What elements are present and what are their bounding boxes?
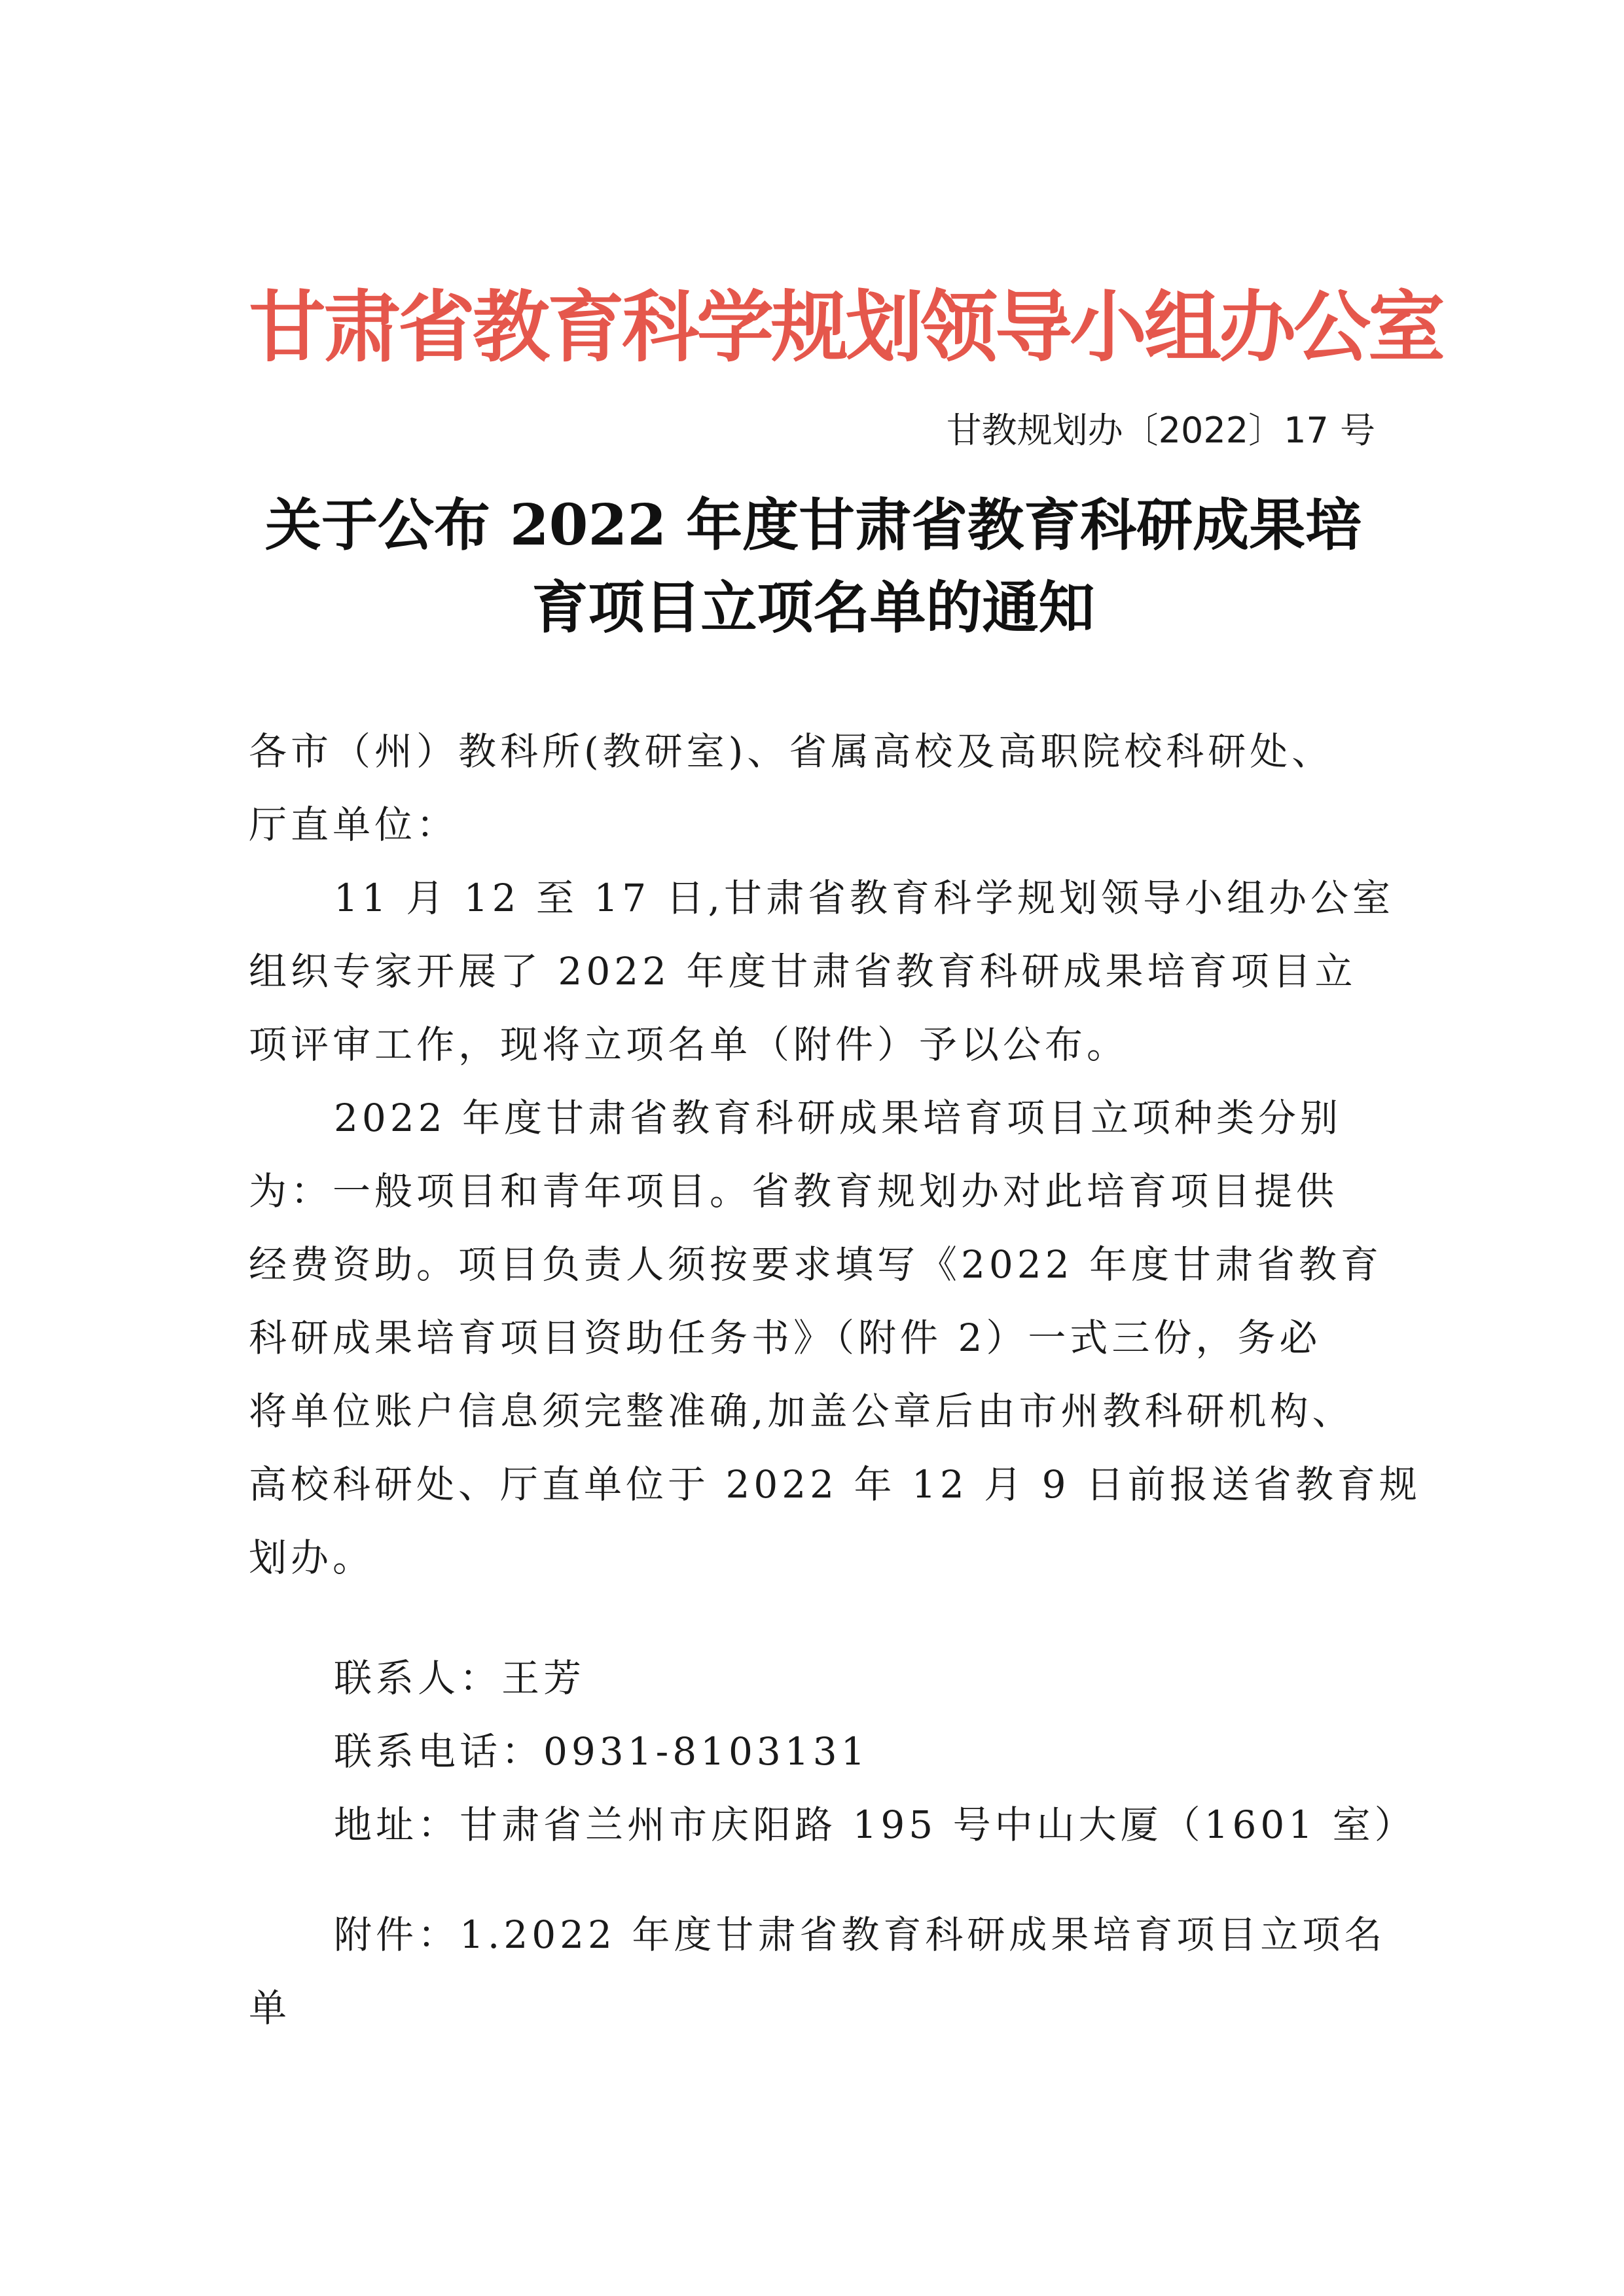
contact-phone: 联系电话：0931-8103131 <box>334 1729 869 1774</box>
salutation-line: 厅直单位： <box>249 802 459 847</box>
document-number: 甘教规划办〔2022〕17 号 <box>946 410 1375 451</box>
paragraph-line: 为：一般项目和青年项目。省教育规划办对此培育项目提供 <box>249 1169 1339 1213</box>
paragraph-line: 项评审工作，现将立项名单（附件）予以公布。 <box>249 1022 1129 1067</box>
attachment-line: 附件：1.2022 年度甘肃省教育科研成果培育项目立项名 <box>334 1912 1386 1957</box>
attachment-line: 单 <box>249 1986 291 2030</box>
letterhead-org-name: 甘肃省教育科学规划领导小组办公室 <box>249 281 1443 372</box>
contact-block <box>249 1641 1416 1861</box>
paragraph-funding <box>249 1081 1421 1594</box>
paragraph-line: 科研成果培育项目资助任务书》（附件 2）一式三份，务必 <box>249 1316 1322 1360</box>
salutation <box>249 715 1378 861</box>
contact-person: 联系人：王芳 <box>334 1656 586 1700</box>
title-line: 关于公布 2022 年度甘肃省教育科研成果培 <box>264 492 1362 558</box>
paragraph-line: 组织专家开展了 2022 年度甘肃省教育科研成果培育项目立 <box>249 949 1357 994</box>
title-line: 育项目立项名单的通知 <box>532 575 1095 641</box>
salutation-line: 各市（州）教科所(教研室)、省属高校及高职院校科研处、 <box>249 729 1334 774</box>
attachment-note <box>249 1898 1386 2045</box>
paragraph-line: 2022 年度甘肃省教育科研成果培育项目立项种类分别 <box>334 1096 1343 1140</box>
paragraph-line: 划办。 <box>249 1535 375 1580</box>
document-title <box>249 484 1378 649</box>
contact-address: 地址：甘肃省兰州市庆阳路 195 号中山大厦（1601 室） <box>334 1803 1416 1847</box>
paragraph-line: 11 月 12 至 17 日,甘肃省教育科学规划领导小组办公室 <box>334 876 1395 920</box>
paragraph-line: 高校科研处、厅直单位于 2022 年 12 月 9 日前报送省教育规 <box>249 1462 1421 1507</box>
paragraph-review <box>249 861 1395 1081</box>
paragraph-line: 将单位账户信息须完整准确,加盖公章后由市州教科研机构、 <box>249 1389 1354 1433</box>
paragraph-line: 经费资助。项目负责人须按要求填写《2022 年度甘肃省教育 <box>249 1242 1383 1287</box>
